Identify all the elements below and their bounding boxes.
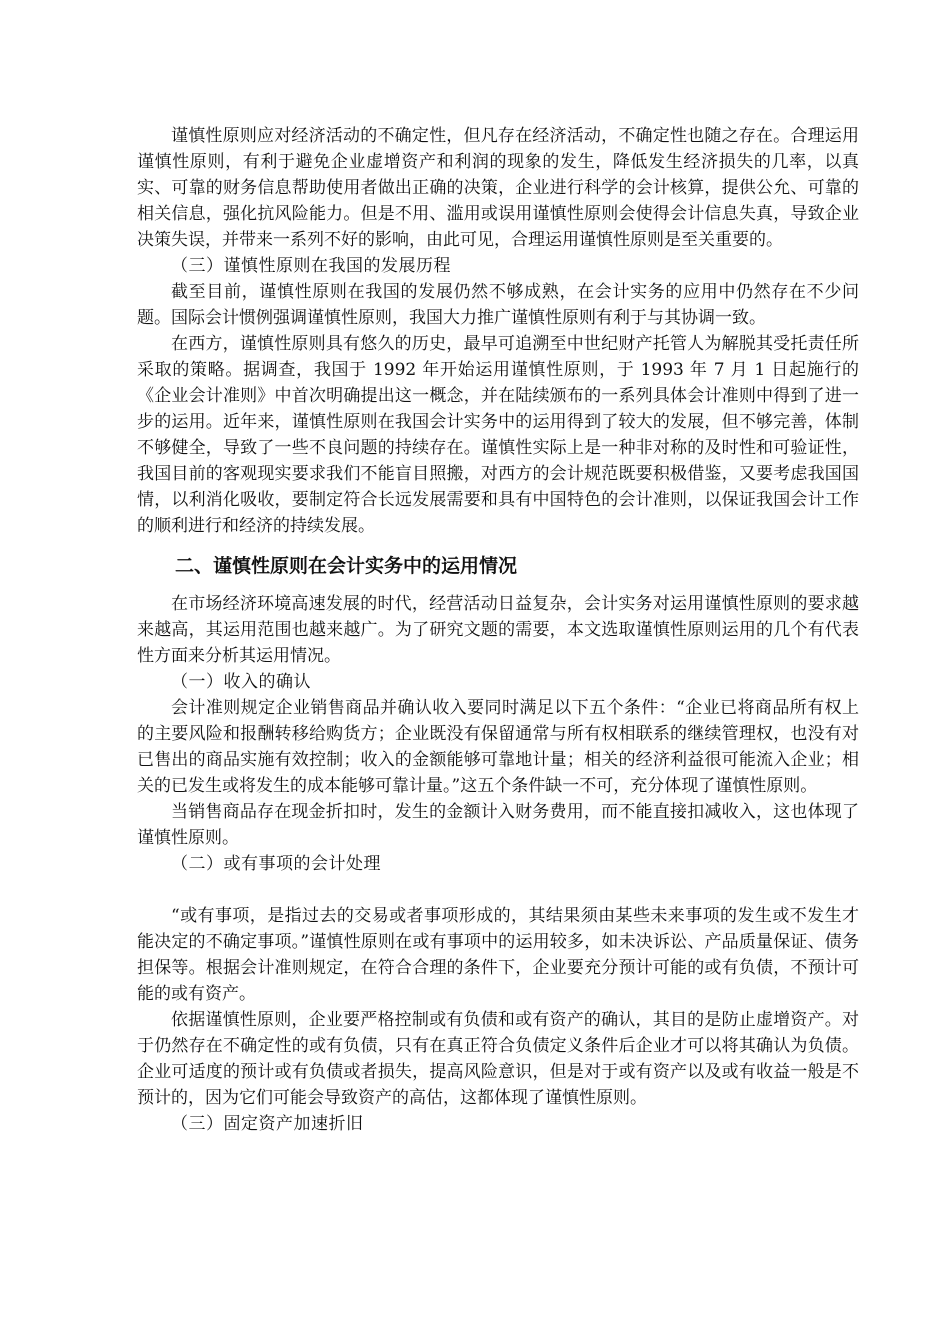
section-heading: 二、谨慎性原则在会计实务中的运用情况	[175, 555, 518, 577]
blank-line	[137, 877, 859, 903]
spacer	[137, 539, 859, 553]
body-paragraph: 在西方，谨慎性原则具有悠久的历史，最早可追溯至中世纪财产托管人为解脱其受托责任所采取的策略。据调查，我国于 1992 年开始运用谨慎性原则，于 1993 年 7 月 1 日起施行的《企业会计准则》中首次明确提出这一概念，并在陆续颁布的一系列具体会计准则中得到了进一步的运用。近年来，谨慎性原则在我国会计实务中的运用得到了较大的发展，但不够完善，体制不够健全，导致了一些不良问题的持续存在。谨慎性实际上是一种非对称的及时性和可验证性，我国目前的客观现实要求我们不能盲目照搬，对西方的会计规范既要积极借鉴，又要考虑我国国情，以利消化吸收，要制定符合长远发展需要和具有中国特色的会计准则，以保证我国会计工作的顺利进行和经济的持续发展。	[137, 334, 859, 536]
subsection-heading: （三）固定资产加速折旧	[171, 1114, 364, 1134]
subsection-heading: （一）收入的确认	[171, 672, 311, 692]
subsection-heading: （二）或有事项的会计处理	[171, 854, 381, 874]
body-paragraph: 依据谨慎性原则，企业要严格控制或有负债和或有资产的确认，其目的是防止虚增资产。对于仍然存在不确定性的或有负债，只有在真正符合负债定义条件后企业才可以将其确认为负债。企业可适度的预计或有负债或者损失，提高风险意识，但是对于或有资产以及或有收益一般是不预计的，因为它们可能会导致资产的高估，这都体现了谨慎性原则。	[137, 1010, 859, 1108]
body-paragraph: 在市场经济环境高速发展的时代，经营活动日益复杂，会计实务对运用谨慎性原则的要求越来越高，其运用范围也越来越广。为了研究文题的需要，本文选取谨慎性原则运用的几个有代表性方面来分析其运用情况。	[137, 594, 859, 666]
body-paragraph: 截至目前，谨慎性原则在我国的发展仍然不够成熟，在会计实务的应用中仍然存在不少问题。国际会计惯例强调谨慎性原则，我国大力推广谨慎性原则有利于与其协调一致。	[137, 282, 859, 328]
document-page	[137, 123, 859, 1137]
spacer	[137, 579, 859, 591]
body-paragraph: 当销售商品存在现金折扣时，发生的金额计入财务费用，而不能直接扣减收入，这也体现了谨慎性原则。	[137, 802, 859, 848]
subsection-heading: （三）谨慎性原则在我国的发展历程	[171, 256, 451, 276]
body-paragraph: 会计准则规定企业销售商品并确认收入要同时满足以下五个条件：“企业已将商品所有权上的主要风险和报酬转移给购货方；企业既没有保留通常与所有权相联系的继续管理权，也没有对已售出的商品实施有效控制；收入的金额能够可靠地计量；相关的经济利益很可能流入企业；相关的已发生或将发生的成本能够可靠计量。”这五个条件缺一不可，充分体现了谨慎性原则。	[137, 698, 859, 796]
body-paragraph: 谨慎性原则应对经济活动的不确定性，但凡存在经济活动，不确定性也随之存在。合理运用谨慎性原则，有利于避免企业虚增资产和利润的现象的发生，降低发生经济损失的几率，以真实、可靠的财务信息帮助使用者做出正确的决策，企业进行科学的会计核算，提供公允、可靠的相关信息，强化抗风险能力。但是不用、滥用或误用谨慎性原则会使得会计信息失真，导致企业决策失误，并带来一系列不好的影响，由此可见，合理运用谨慎性原则是至关重要的。	[137, 126, 859, 250]
body-paragraph: “或有事项，是指过去的交易或者事项形成的，其结果须由某些未来事项的发生或不发生才能决定的不确定事项。”谨慎性原则在或有事项中的运用较多，如未决诉讼、产品质量保证、债务担保等。根据会计准则规定，在符合合理的条件下，企业要充分预计可能的或有负债，不预计可能的或有资产。	[137, 906, 859, 1004]
